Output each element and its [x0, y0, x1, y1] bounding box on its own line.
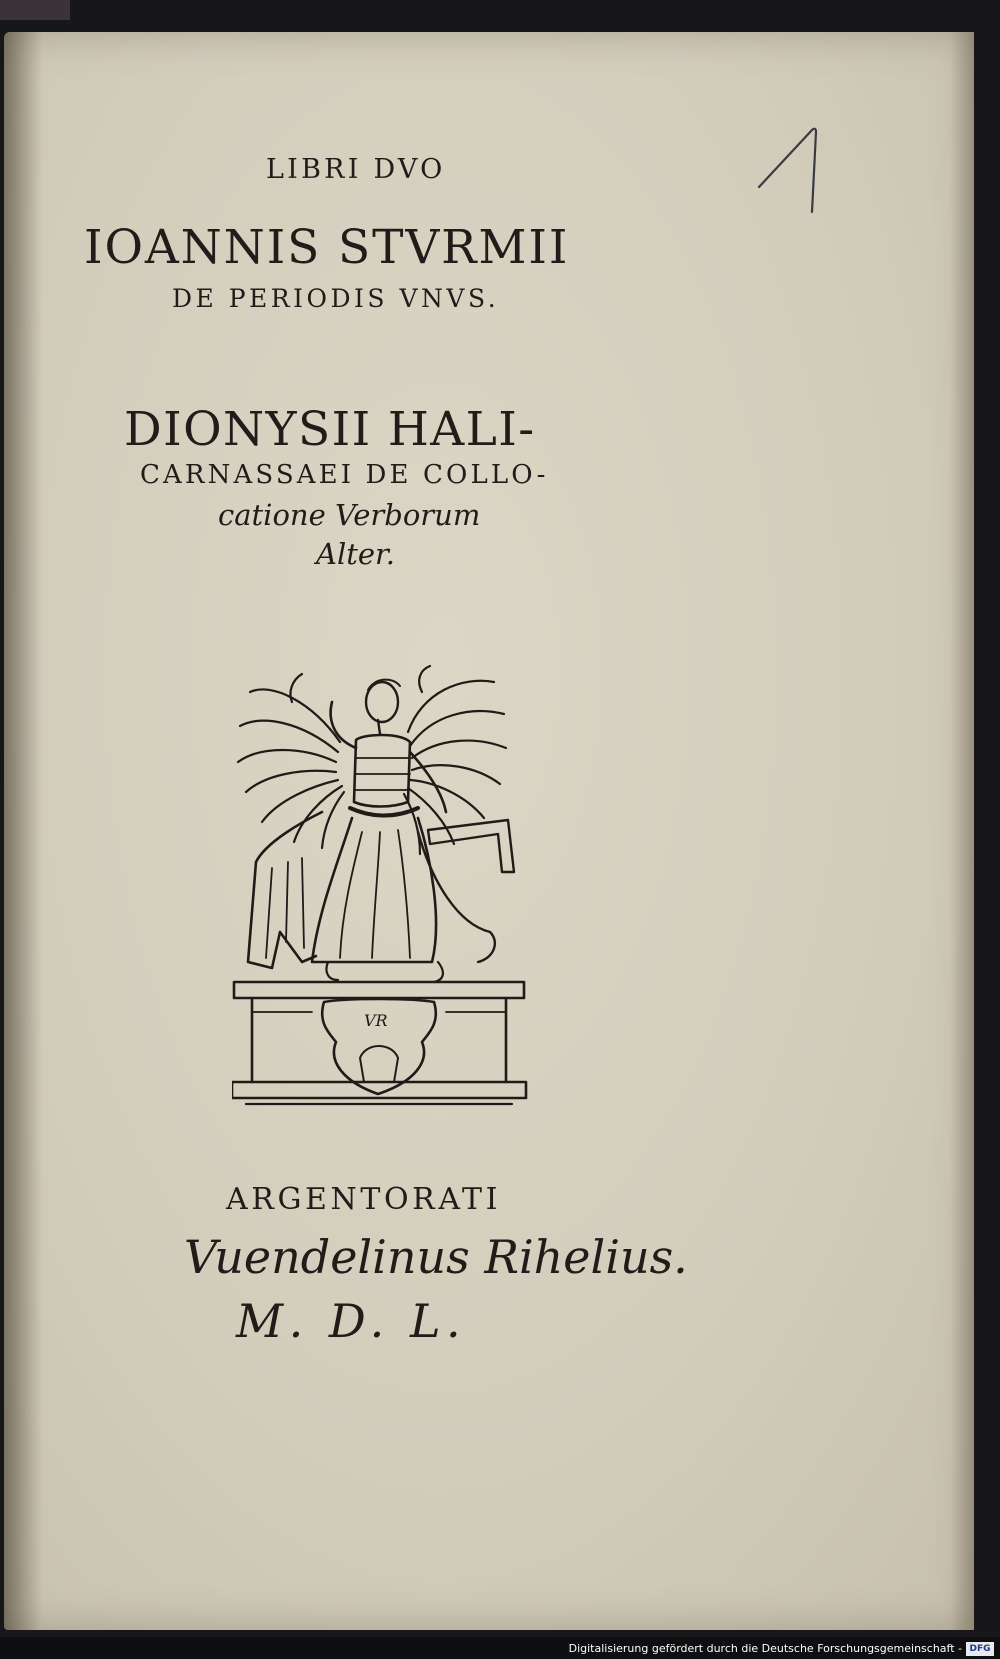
- title-line-author: IOANNIS STVRMII: [84, 220, 570, 275]
- title-line-periodis: DE PERIODIS VNVS.: [172, 284, 500, 313]
- dfg-logo-icon: DFG: [966, 1642, 994, 1656]
- title-line-alter: Alter.: [316, 537, 395, 571]
- title-line-catione: catione Verborum: [218, 498, 481, 532]
- title-line-libri: LIBRI DVO: [266, 154, 446, 185]
- title-line-carnassaei: CARNASSAEI DE COLLO-: [140, 460, 549, 490]
- title-page: [4, 32, 974, 1630]
- printer-device-woodcut: [232, 662, 532, 1142]
- funding-credit: Digitalisierung gefördert durch die Deutsche Forschungsgemeinschaft -: [568, 1642, 962, 1655]
- imprint-year: M. D. L.: [236, 1294, 467, 1348]
- title-line-dionysii: DIONYSII HALI-: [124, 402, 536, 457]
- woodcut-monogram: VR: [364, 1011, 388, 1030]
- binding-tab: [0, 0, 70, 20]
- imprint-printer: Vuendelinus Rihelius.: [184, 1230, 688, 1284]
- handwritten-annotation: [754, 102, 834, 222]
- footer-bar: [0, 1637, 1000, 1659]
- imprint-place: ARGENTORATI: [226, 1182, 502, 1217]
